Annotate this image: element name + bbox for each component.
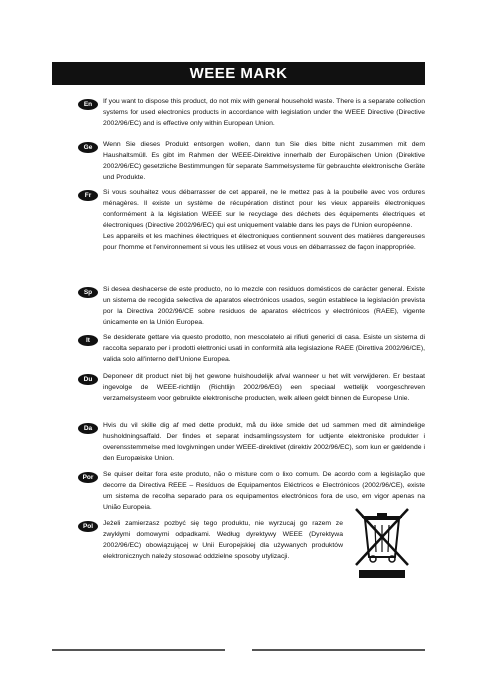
language-badge-ge: Ge — [78, 142, 98, 153]
paragraph-da: Hvis du vil skille dig af med dette produkt, må du ikke smide det ud sammen med dit almindelige husholdningsaffald. Der findes et separat indsamlingssystem for udtjente elektroniske produkter i overensstemmelse med lovgivningen under WEEE-direktivet (direktiv 2002/96/EC), som kun er gældende i den Europæiske Union. — [103, 422, 425, 462]
paragraph-por: Se quiser deitar fora este produto, não o misture com o lixo comum. De acordo com a legislação que decorre da Directiva REEE – Resíduos de Equipamentos Eléctricos e Electrónicos (2002/96/CE), existe um sistema de recolha separado para os equipamentos electrónicos fora de uso, em vigor apenas na União Europeia. — [103, 471, 425, 511]
language-badge-it: It — [78, 335, 98, 346]
paragraph-it: Se desiderate gettare via questo prodotto, non mescolatelo ai rifiuti generici di casa. Esiste un sistema di raccolta separato per i prodotti elettronici usati in conformità alla legislazione RAEE (Direttiva 2002/96/CE), valida solo all'interno dell'Unione Europea. — [103, 334, 425, 363]
language-badge-du: Du — [78, 374, 98, 385]
language-badge-pol: Pol — [78, 521, 98, 532]
page-title: WEEE MARK — [52, 62, 425, 85]
paragraph-en: If you want to dispose this product, do not mix with general household waste. There is a separate collection systems for used electronics products in accordance with legislation under the WEEE Directive (Directive 2002/96/EC) and is effective only within European Union. — [103, 98, 425, 127]
language-badge-en: En — [78, 99, 98, 110]
language-badge-por: Por — [78, 472, 98, 483]
language-badge-da: Da — [78, 423, 98, 434]
paragraph-fr — [103, 187, 425, 253]
paragraph-ge: Wenn Sie dieses Produkt entsorgen wollen, dann tun Sie dies bitte nicht zusammen mit dem Haushaltsmüll. Es gibt im Rahmen der WEEE-Direktive innerhalb der Europäischen Union (Direktive 2002/96/EC) gesetzliche Bestimmungen für separate Sammelsysteme für gebrauchte elektronische Geräte und Produkte. — [103, 141, 425, 181]
paragraph-fr-part2: Les appareils et les machines électriques et électroniques contiennent souvent des matières dangereuses pour l'homme et l'environnement si vous les utilisez et vous vous en débarrassez de façon inappropriée. — [103, 233, 425, 251]
footer-divider-left — [52, 649, 225, 651]
paragraph-du: Deponeer dit product niet bij het gewone huishoudelijk afval wanneer u het wilt verwijderen. Er bestaat ingevolge de WEEE-richtlijn (Richtlijn 2002/96/EG) een speciaal wettelijk voorgeschreven verzamelsysteem voor gebruikte elektronische producten, welk alleen geldt binnen de Europese Unie. — [103, 373, 425, 402]
footer-divider-right — [252, 649, 425, 651]
crossed-out-wheelie-bin-icon — [353, 507, 411, 580]
paragraph-fr-part1: Si vous souhaitez vous débarrasser de cet appareil, ne le mettez pas à la poubelle avec vos ordures ménagères. Il existe un système de récupération distinct pour les vieux appareils électroniques conformément à la législation WEEE sur le recyclage des déchets des équipements électriques et électroniques (Directive 2002/96/EC) qui est uniquement valable dans les pays de l'Union européenne. — [103, 189, 425, 229]
language-badge-fr: Fr — [78, 190, 98, 201]
language-badge-sp: Sp — [78, 287, 98, 298]
paragraph-pol: Jeżeli zamierzasz pozbyć się tego produktu, nie wyrzucaj go razem ze zwykłymi domowymi odpadkami. Według dyrektywy WEEE (Dyrektywa 2002/96/EC) obowiązującej w Unii Europejskiej dla używanych produktów elektronicznych należy stosować oddzielne sposoby utylizacji. — [103, 520, 343, 560]
paragraph-sp: Si desea deshacerse de este producto, no lo mezcle con residuos domésticos de carácter general. Existe un sistema de recogida selectiva de aparatos electrónicos usados, según establece la legislación prevista por la Directiva 2002/96/CE sobre residuos de aparatos eléctricos y electrónicos (RAEE), vigente únicamente en la Unión Europea. — [103, 286, 425, 326]
